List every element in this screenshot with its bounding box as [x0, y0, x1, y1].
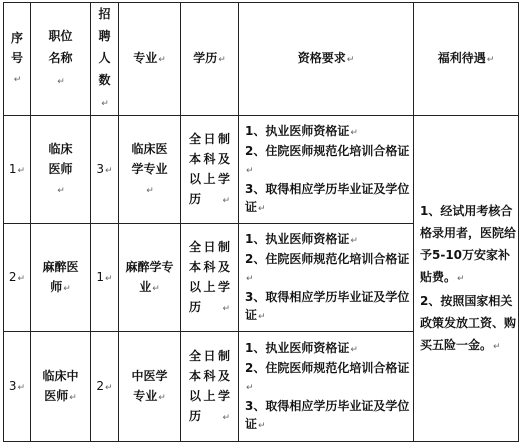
requirement-item: 1、执业医师资格证↵	[245, 123, 358, 138]
paragraph-mark: ↵	[17, 165, 26, 176]
paragraph-mark: ↵	[246, 165, 254, 176]
paragraph-mark: ↵	[350, 344, 358, 355]
row-position: 麻醉医师↵	[31, 224, 91, 332]
paragraph-mark: ↵	[346, 55, 355, 65]
header-welfare: 福利待遇↵	[414, 3, 519, 116]
row-position: 临床中医师↵	[31, 332, 91, 442]
paragraph-mark: ↵	[457, 273, 465, 284]
paragraph-mark: ↵	[222, 195, 230, 206]
row-education: 全日制本科及以上学历↵	[181, 116, 239, 224]
recruitment-table	[3, 2, 519, 442]
paragraph-mark: ↵	[158, 55, 166, 65]
paragraph-mark: ↵	[246, 382, 254, 393]
paragraph-mark: ↵	[258, 203, 266, 214]
paragraph-mark: ↵	[218, 55, 226, 65]
row-position: 临床医师↵	[31, 116, 91, 224]
row-requirements	[239, 116, 414, 224]
requirement-item: 3、取得相应学历毕业证及学位证↵	[245, 289, 410, 322]
row-no: 1↵	[4, 116, 31, 224]
header-requirements: 资格要求↵	[239, 3, 414, 116]
paragraph-mark: ↵	[158, 392, 166, 403]
welfare-item: 2、按照国家相关政策发放工资、购买五险一金。↵	[420, 293, 517, 352]
requirement-item: 2、住院医师规范化培训合格证↵	[245, 143, 410, 176]
paragraph-mark: ↵	[146, 185, 154, 196]
recruitment-table-wrapper	[3, 2, 518, 430]
requirement-item: 3、取得相应学历毕业证及学位证↵	[245, 181, 410, 214]
paragraph-mark: ↵	[105, 273, 113, 284]
row-education: 全日制本科及以上学历↵	[181, 332, 239, 442]
requirement-item: 3、取得相应学历毕业证及学位证↵	[245, 398, 410, 431]
row-major: 中医学专业↵	[119, 332, 181, 442]
row-requirements	[239, 332, 414, 442]
paragraph-mark: ↵	[493, 341, 501, 352]
row-major: 麻醉学专业↵	[119, 224, 181, 332]
row-major: 临床医学专业↵	[119, 116, 181, 224]
paragraph-mark: ↵	[246, 273, 254, 284]
paragraph-mark: ↵	[105, 165, 113, 176]
header-education: 学历↵	[181, 3, 239, 116]
row-education: 全日制本科及以上学历↵	[181, 224, 239, 332]
row-requirements	[239, 224, 414, 332]
paragraph-mark: ↵	[350, 127, 358, 138]
paragraph-mark: ↵	[486, 55, 495, 65]
paragraph-mark: ↵	[63, 283, 71, 294]
paragraph-mark: ↵	[13, 75, 22, 85]
table-row	[4, 116, 519, 224]
paragraph-mark: ↵	[258, 311, 266, 322]
requirement-item: 2、住院医师规范化培训合格证↵	[245, 251, 410, 284]
paragraph-mark: ↵	[101, 99, 109, 109]
header-no: 序号↵	[4, 3, 31, 116]
paragraph-mark: ↵	[69, 392, 77, 403]
paragraph-mark: ↵	[57, 185, 65, 196]
paragraph-mark: ↵	[222, 303, 230, 314]
row-no: 2↵	[4, 224, 31, 332]
header-row	[4, 3, 519, 116]
row-no: 3↵	[4, 332, 31, 442]
paragraph-mark: ↵	[17, 382, 26, 393]
row-count: 1↵	[91, 224, 119, 332]
header-major: 专业↵	[119, 3, 181, 116]
row-count: 2↵	[91, 332, 119, 442]
requirement-item: 2、住院医师规范化培训合格证↵	[245, 360, 410, 393]
paragraph-mark: ↵	[57, 77, 65, 87]
requirement-item: 1、执业医师资格证↵	[245, 231, 358, 246]
paragraph-mark: ↵	[105, 382, 113, 393]
header-position: 职位名称↵	[31, 3, 91, 116]
requirement-item: 1、执业医师资格证↵	[245, 340, 358, 355]
row-count: 3↵	[91, 116, 119, 224]
paragraph-mark: ↵	[350, 235, 358, 246]
paragraph-mark: ↵	[222, 412, 230, 423]
paragraph-mark: ↵	[17, 273, 26, 284]
paragraph-mark: ↵	[258, 420, 266, 431]
welfare-item: 1、经试用考核合格录用者，医院给予5-10万安家补贴费。↵	[420, 203, 517, 284]
paragraph-mark: ↵	[152, 283, 160, 294]
header-count: 招聘人数↵	[91, 3, 119, 116]
welfare-cell	[414, 116, 519, 442]
